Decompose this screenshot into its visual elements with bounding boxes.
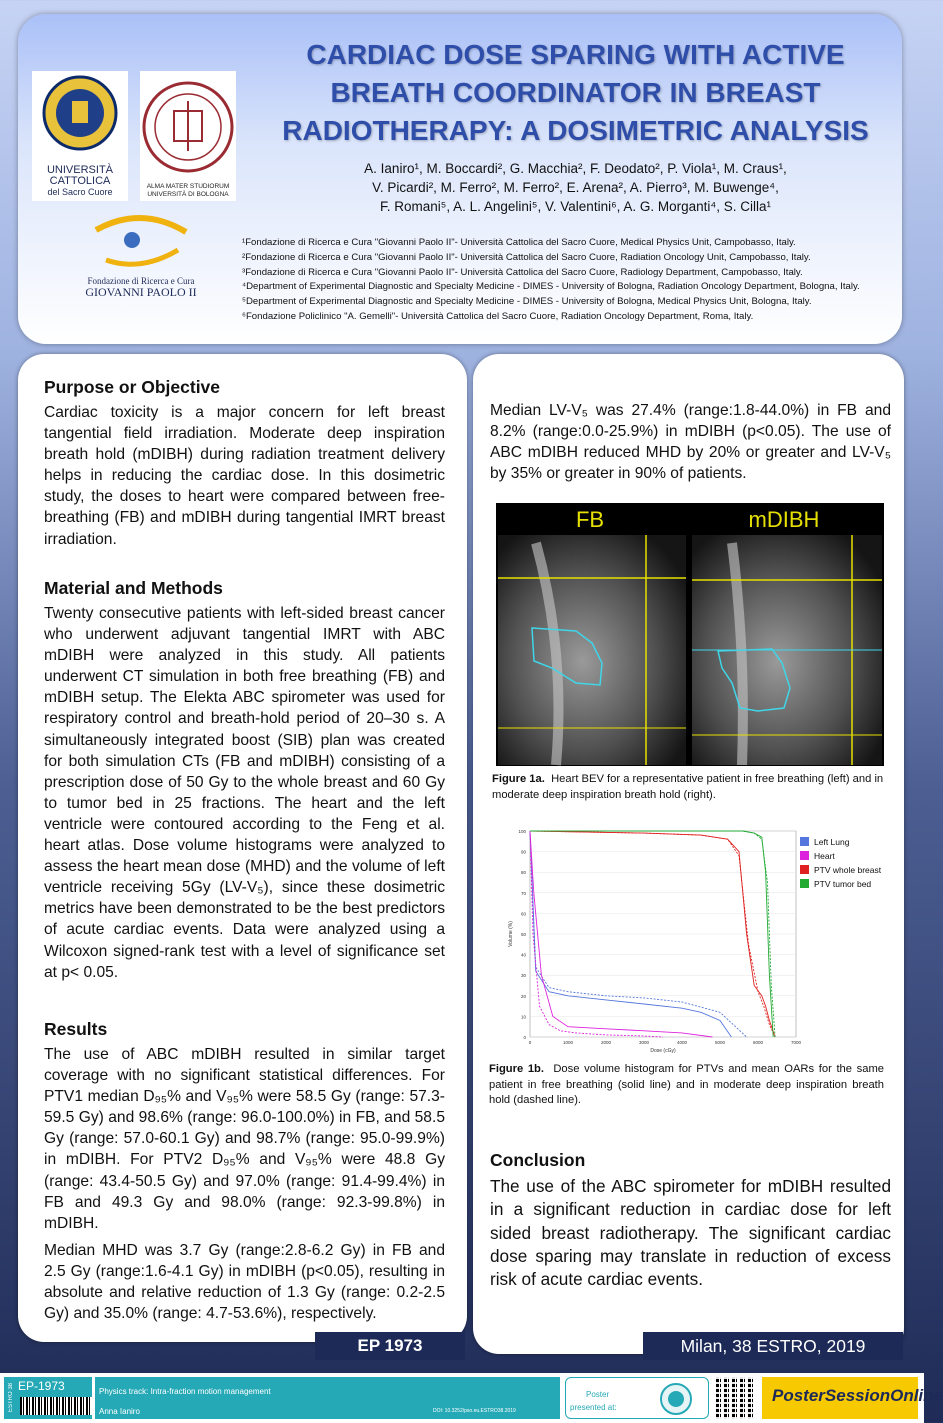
affiliation-5: ⁵Department of Experimental Diagnostic and Specialty Medicine - DIMES - University of Bologna, Medical Physics Unit, Bologna, Italy. xyxy=(242,296,812,308)
x-tick-label: 6000 xyxy=(752,1040,764,1045)
affiliation-3: ³Fondazione di Ricerca e Cura "Giovanni Paolo II"- Università Cattolica del Sacro Cuore, Radiology Department, Campobasso, Italy. xyxy=(242,266,803,278)
qr-code-icon[interactable] xyxy=(716,1377,756,1419)
conference-footer: Milan, 38 ESTRO, 2019 xyxy=(643,1332,903,1360)
figure-1b-caption-label: Figure 1b. xyxy=(489,1063,545,1075)
title-line-1: CARDIAC DOSE SPARING WITH ACTIVE xyxy=(306,39,845,70)
methods-title: Material and Methods xyxy=(44,578,223,598)
purpose-text: Cardiac toxicity is a major concern for left breast tangential field irradiation. Moderate deep inspiration breath hold (mDIBH) during radiation treatment delivery helps in reducing the cardiac dose. In this dosimetric study, the doses to heart were compared between free-breathing (FB) and mDIBH during tangential IMRT breast irradiation. xyxy=(44,404,445,548)
results-text-2: Median MHD was 3.7 Gy (range:2.8-6.2 Gy) in FB and 2.5 Gy (range:1.6-4.1 Gy) in mDIBH (p<0.05), resulting in absolute and relative reduction of 1.3 Gy (range: 0.2-2.5 Gy) and 35.0% (range: 4.7-53.6%), respectively. xyxy=(44,1242,445,1323)
fb-label: FB xyxy=(575,507,605,532)
bottom-bar xyxy=(0,1373,943,1423)
cattolica-line-2: CATTOLICA xyxy=(49,175,111,187)
legend-label: Left Lung xyxy=(814,837,850,847)
figure-1a-caption-label: Figure 1a. xyxy=(492,773,545,785)
legend-swatch xyxy=(800,879,809,888)
dvh-chart-svg xyxy=(500,825,888,1063)
title-line-2: BREATH COORDINATOR IN BREAST xyxy=(330,77,821,108)
x-tick-label: 7000 xyxy=(790,1040,802,1045)
legend-swatch xyxy=(800,865,809,874)
x-tick-label: 3000 xyxy=(638,1040,650,1045)
legend-swatch xyxy=(800,851,809,860)
bologna-seal-icon xyxy=(140,71,236,183)
y-axis-label: Volume (%) xyxy=(508,921,514,947)
y-tick-label: 100 xyxy=(518,829,526,834)
x-axis-label: Dose (cGy) xyxy=(650,1048,676,1054)
paolo-line-2: GIOVANNI PAOLO II xyxy=(85,285,197,299)
author-line-1: A. Ianiro¹, M. Boccardi², G. Macchia², F. Deodato², P. Viola¹, M. Craus¹, xyxy=(364,161,787,176)
results-continued-text: Median LV-V₅ was 27.4% (range:1.8-44.0%) in FB and 8.2% (range:0.0-25.9%) in mDIBH (p<0.05). The use of ABC mDIBH reduced MHD by 20% or greater and LV-V₅ by 35% or greater in 90% of patients. xyxy=(490,402,891,483)
heart-bev-image xyxy=(496,503,884,766)
legend-label: PTV whole breast xyxy=(814,865,882,875)
mdibh-label: mDIBH xyxy=(748,507,820,532)
affiliation-list xyxy=(242,236,892,325)
figure-1a-caption-text: Heart BEV for a representative patient in free breathing (left) and in moderate deep inspiration breath hold (right). xyxy=(492,773,884,801)
figure-1a-caption xyxy=(492,772,886,803)
presented-line-1: Poster xyxy=(586,1390,610,1399)
title-line-3: RADIOTHERAPY: A DOSIMETRIC ANALYSIS xyxy=(282,115,869,146)
affiliation-6: ⁶Fondazione Policlinico "A. Gemelli"- Università Cattolica del Sacro Cuore, Radiation Oncology Department, Roma, Italy. xyxy=(242,310,754,322)
paolo-emblem-icon xyxy=(66,210,216,272)
purpose-title: Purpose or Objective xyxy=(44,377,221,397)
header-panel xyxy=(18,14,902,344)
ep-number-footer: EP 1973 xyxy=(315,1332,465,1360)
results-text-1: The use of ABC mDIBH resulted in similar target coverage with no significant statistical differences. For PTV1 median D₉₅% and V₉₅% were 58.5 Gy (range: 57.3-59.5 Gy) and 98.6% (range: 96.0-100.0%) in FB, and 58.5 Gy (range: 57.0-60.1 Gy) and 98.7% (range: 95.0-99.9%) in mDIBH. For PTV2 D₉₅% and V₉₅% were 48.8 Gy (range: 43.4-50.5 Gy) and 97.0% (range: 91.4-99.4%) in FB and 49.3 Gy and 98.0% (range: 92.3-99.8%) in mDIBH. xyxy=(44,1046,445,1232)
y-tick-label: 70 xyxy=(520,890,526,896)
paolo-line-1: Fondazione di Ricerca e Cura xyxy=(87,276,195,286)
doi-label: DOI: 10.3252/pso.eu.ESTRO38.2019 xyxy=(433,1408,516,1414)
pso-label: PosterSessionOnline xyxy=(772,1386,943,1405)
bologna-line-2: UNIVERSITÀ DI BOLOGNA xyxy=(147,191,229,198)
x-tick-label: 2000 xyxy=(600,1040,612,1045)
author-label: Anna Ianiro xyxy=(99,1407,140,1416)
barcode-icon xyxy=(20,1397,92,1415)
x-tick-label: 0 xyxy=(528,1040,532,1045)
author-line-3: F. Romani⁵, A. L. Angelini⁵, V. Valentini⁶, A. G. Morganti⁴, S. Cilla¹ xyxy=(380,199,771,214)
side-label: ESTRO 38 xyxy=(8,1383,14,1413)
x-tick-label: 4000 xyxy=(676,1040,688,1045)
y-tick-label: 90 xyxy=(520,849,526,855)
x-tick-label: 1000 xyxy=(562,1040,574,1045)
paolo-logo xyxy=(66,210,216,310)
author-list xyxy=(253,159,898,216)
poster-title xyxy=(253,36,898,150)
bologna-line-1: ALMA MATER STUDIORUM xyxy=(146,183,230,190)
y-tick-label: 50 xyxy=(520,932,526,937)
presented-line-2: presented at: xyxy=(570,1403,617,1412)
estro-logo-icon xyxy=(658,1382,694,1416)
conclusion-title: Conclusion xyxy=(490,1150,586,1170)
conclusion-text: The use of the ABC spirometer for mDIBH resulted in a significant reduction in cardiac dose for left sided breast radiotherapy. The significant cardiac dose sparing may translate in reduction of excess risk of acute cardiac events. xyxy=(490,1176,891,1290)
affiliation-2: ²Fondazione di Ricerca e Cura "Giovanni Paolo II"- Università Cattolica del Sacro Cuore, Radiation Oncology Unit, Campobasso, Italy. xyxy=(242,251,811,263)
author-line-2: V. Picardi², M. Ferro², M. Ferro², E. Arena², A. Pierro³, M. Buwenge⁴, xyxy=(372,180,779,195)
y-tick-label: 80 xyxy=(520,870,526,876)
poster-session-online-logo[interactable] xyxy=(762,1377,943,1419)
figure-1b-caption xyxy=(489,1062,884,1109)
figure-1b-caption-text: Dose volume histogram for PTVs and mean OARs for the same patient in free breathing (solid line) and in moderate deep inspiration breath hold (dashed line). xyxy=(489,1063,885,1106)
cattolica-seal-icon xyxy=(32,71,128,161)
ep-badge-label: EP-1973 xyxy=(18,1379,65,1393)
y-tick-label: 40 xyxy=(520,952,526,958)
y-tick-label: 30 xyxy=(520,973,526,979)
results-title: Results xyxy=(44,1019,108,1039)
track-info xyxy=(95,1377,560,1419)
affiliation-4: ⁴Department of Experimental Diagnostic and Specialty Medicine - DIMES - University of Bologna, Radiation Oncology Department, Bologna, Italy. xyxy=(242,281,860,293)
x-tick-label: 5000 xyxy=(714,1040,726,1045)
y-tick-label: 0 xyxy=(523,1035,526,1040)
legend-label: Heart xyxy=(814,851,835,861)
y-tick-label: 60 xyxy=(520,911,526,917)
ep-badge xyxy=(4,1377,92,1419)
legend-swatch xyxy=(800,837,809,846)
methods-text: Twenty consecutive patients with left-sided breast cancer who underwent adjuvant tangential IMRT with ABC mDIBH were analyzed in this study. All patients underwent CT simulation in both free breathing (FB) and mDIBH setup. The Elekta ABC spirometer was used for respiratory control and breath-hold period of 20–30 s. A simultaneously integrated boost (SIB) plan was created for both simulation CTs (FB and mDIBH) consisting of a prescription dose of 50 Gy to the whole breast and 60 Gy to tumor bed in 25 fractions. The heart and the left ventricle were contoured according to the Feng et al. heart atlas. Dose volume histograms were analyzed to assess the heart mean dose (MHD) and the volume of left ventricle receiving 5Gy (LV-V₅), since these dosimetric metrics have been demonstrated to be the best predictors of acute cardiac events. Data were analyzed using a Wilcoxon signed-rank test with a level of significance set at p< 0.05. xyxy=(44,605,445,981)
dvh-chart xyxy=(500,825,888,1063)
y-tick-label: 20 xyxy=(520,993,526,999)
cattolica-line-1: UNIVERSITÀ xyxy=(46,164,113,176)
presented-at-box[interactable] xyxy=(565,1377,709,1419)
cattolica-line-3: del Sacro Cuore xyxy=(47,187,113,197)
affiliation-1: ¹Fondazione di Ricerca e Cura "Giovanni Paolo II"- Università Cattolica del Sacro Cuore, Medical Physics Unit, Campobasso, Italy. xyxy=(242,237,796,248)
legend-label: PTV tumor bed xyxy=(814,879,872,889)
y-tick-label: 10 xyxy=(520,1014,526,1020)
cattolica-logo xyxy=(32,71,128,201)
bologna-logo xyxy=(140,71,236,201)
heart-bev-figure xyxy=(496,503,884,766)
track-label: Physics track: Intra-fraction motion management xyxy=(99,1387,271,1396)
